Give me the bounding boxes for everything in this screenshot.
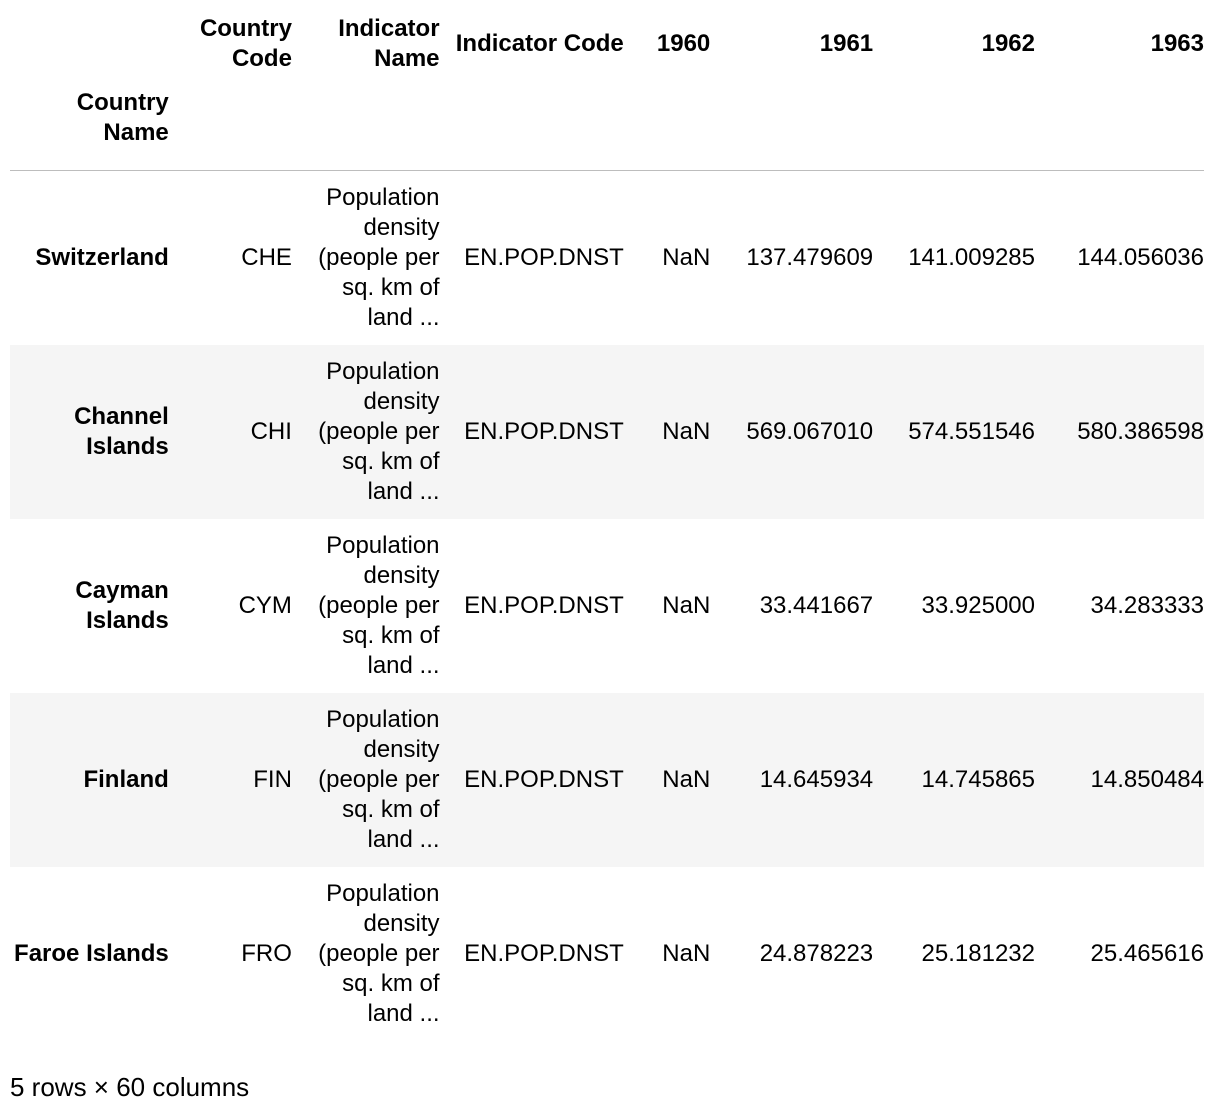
table-cell: Population density (people per sq. km of land ... [318, 705, 440, 853]
table-cell: EN.POP.DNST [464, 939, 624, 967]
dataframe-table [10, 0, 1204, 1041]
table-cell: CHI [250, 417, 292, 445]
dataframe-shape-caption: 5 rows × 60 columns [10, 1072, 250, 1102]
table-row [10, 171, 1204, 345]
table-row [10, 519, 1204, 693]
column-header: Country Code [199, 15, 292, 72]
row-index-label: Cayman Islands [75, 576, 169, 634]
column-header: 1963 [1150, 30, 1204, 57]
index-name-header: Country Name [10, 88, 169, 171]
table-cell: 25.465616 [1090, 939, 1204, 967]
row-index-label: Faroe Islands [14, 939, 169, 967]
column-header: Indicator Name [338, 15, 440, 72]
table-cell: FRO [241, 939, 292, 967]
table-row [10, 867, 1204, 1041]
table-cell: 141.009285 [908, 243, 1035, 271]
column-header-row [10, 0, 1204, 88]
table-cell: 144.056036 [1077, 243, 1204, 271]
table-cell: 569.067010 [746, 417, 874, 445]
table-cell: 33.441667 [759, 591, 874, 619]
column-header: Indicator Code [455, 30, 624, 57]
table-cell: NaN [662, 939, 711, 967]
row-index-label: Finland [83, 765, 169, 793]
table-cell: 14.745865 [921, 765, 1035, 793]
table-cell: Population density (people per sq. km of land ... [318, 531, 440, 679]
column-header: 1960 [656, 30, 711, 57]
table-cell: NaN [662, 765, 711, 793]
index-corner [10, 0, 169, 88]
table-cell: Population density (people per sq. km of land ... [318, 879, 440, 1027]
table-cell: 24.878223 [759, 939, 874, 967]
table-cell: EN.POP.DNST [464, 765, 624, 793]
table-cell: NaN [662, 591, 711, 619]
table-cell: FIN [253, 765, 292, 793]
column-header: 1962 [981, 30, 1035, 57]
table-cell: EN.POP.DNST [464, 243, 624, 271]
column-header: 1961 [819, 30, 874, 57]
table-row [10, 345, 1204, 519]
table-cell: CYM [238, 591, 292, 619]
table-cell: 34.283333 [1090, 591, 1204, 619]
row-index-label: Switzerland [35, 243, 169, 271]
table-cell: 14.645934 [759, 765, 874, 793]
table-cell: Population density (people per sq. km of land ... [318, 357, 440, 505]
table-cell: EN.POP.DNST [464, 417, 624, 445]
table-cell: 574.551546 [908, 417, 1035, 445]
table-row [10, 693, 1204, 867]
table-cell: 25.181232 [921, 939, 1035, 967]
dataframe-output [10, 0, 1204, 1041]
row-index-label: Channel Islands [74, 402, 169, 460]
table-cell: EN.POP.DNST [464, 591, 624, 619]
table-cell: Population density (people per sq. km of land ... [318, 183, 440, 331]
table-cell: CHE [241, 243, 292, 271]
table-cell: 137.479609 [746, 243, 874, 271]
table-cell: 14.850484 [1090, 765, 1204, 793]
table-cell: 580.386598 [1077, 417, 1204, 445]
table-cell: NaN [662, 243, 711, 271]
index-name-row [10, 88, 1204, 171]
table-cell: NaN [662, 417, 711, 445]
table-cell: 33.925000 [921, 591, 1035, 619]
